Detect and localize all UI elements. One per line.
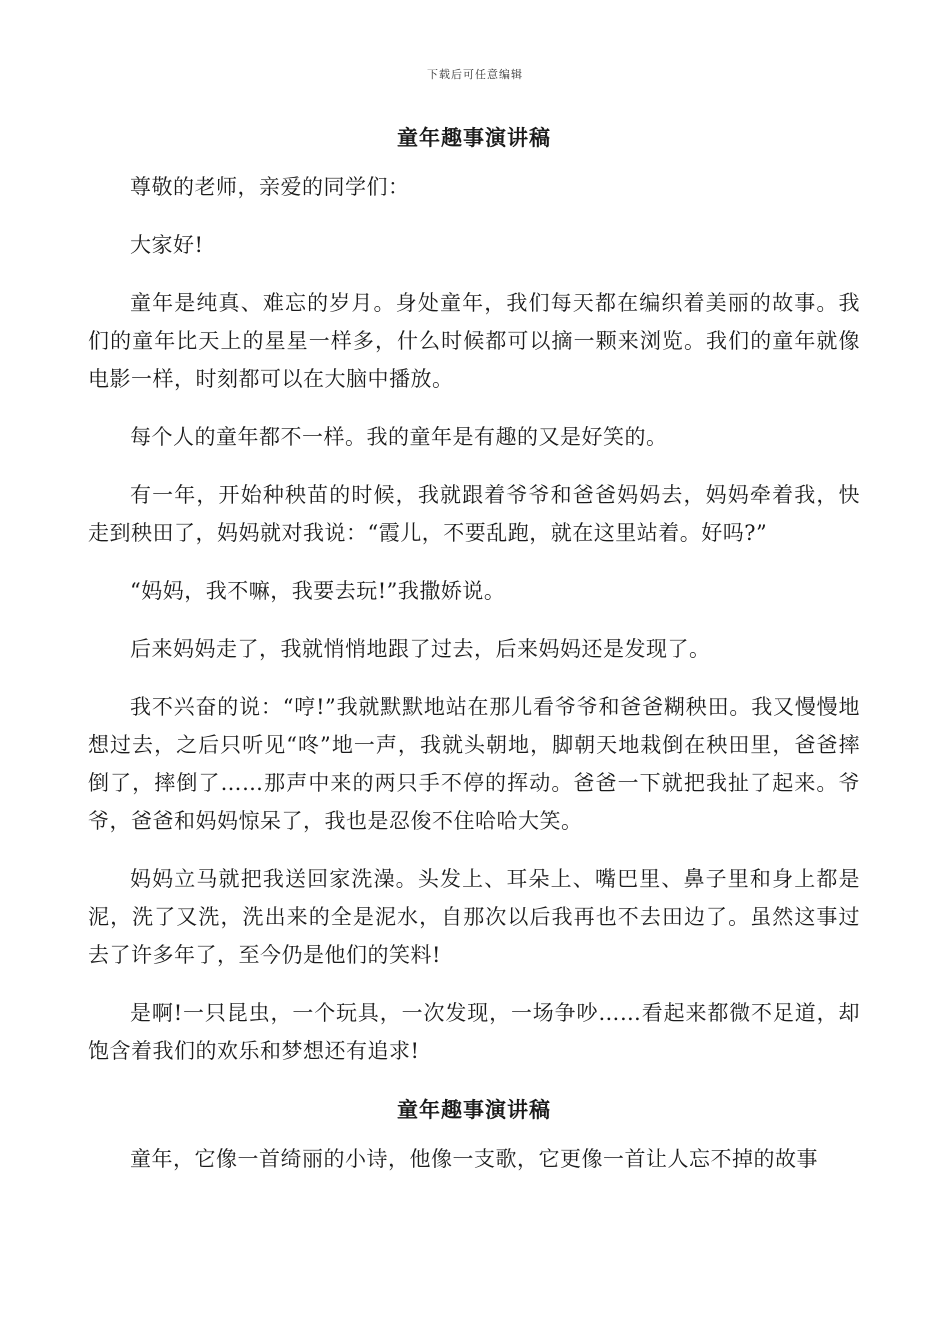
paragraph-last: 童年，它像一首绮丽的小诗，他像一支歌，它更像一首让人忘不掉的故事 [130, 1147, 818, 1171]
paragraph: 有一年，开始种秧苗的时候，我就跟着爷爷和爸爸妈妈去，妈妈牵着我，快走到秧田了，妈妈就对我说：“霞儿，不要乱跑，就在这里站着。好吗?” [88, 483, 860, 545]
paragraph: 我不兴奋的说：“哼!”我就默默地站在那儿看爷爷和爸爸糊秧田。我又慢慢地想过去，之后只听见“咚”地一声，我就头朝地，脚朝天地栽倒在秧田里，爸爸摔倒了，摔倒了……那声中来的两只手不停的挥动。爸爸一下就把我扯了起来。爷爷，爸爸和妈妈惊呆了，我也是忍俊不住哈哈大笑。 [88, 695, 860, 833]
second-document-title: 童年趣事演讲稿 [397, 1097, 551, 1122]
paragraph: 童年是纯真、难忘的岁月。身处童年，我们每天都在编织着美丽的故事。我们的童年比天上的星星一样多，什么时候都可以摘一颗来浏览。我们的童年就像电影一样，时刻都可以在大脑中播放。 [88, 291, 860, 391]
paragraph-greeting: 尊敬的老师，亲爱的同学们： [130, 175, 410, 199]
paragraph-hello: 大家好! [130, 233, 204, 257]
paragraph: 每个人的童年都不一样。我的童年是有趣的又是好笑的。 [130, 425, 668, 449]
paragraph: 是啊!一只昆虫，一个玩具，一次发现，一场争吵……看起来都微不足道，却饱含着我们的欢乐和梦想还有追求! [88, 1001, 860, 1063]
header-note: 下载后可任意编辑 [427, 68, 523, 81]
document-title: 童年趣事演讲稿 [397, 125, 551, 150]
paragraph: 后来妈妈走了，我就悄悄地跟了过去，后来妈妈还是发现了。 [130, 637, 711, 661]
paragraph: 妈妈立马就把我送回家洗澡。头发上、耳朵上、嘴巴里、鼻子里和身上都是泥，洗了又洗，洗出来的全是泥水，自那次以后我再也不去田边了。虽然这事过去了许多年了，至今仍是他们的笑料! [88, 867, 860, 967]
paragraph: “妈妈，我不嘛，我要去玩!”我撒娇说。 [130, 579, 506, 603]
document-body [88, 118, 860, 1198]
